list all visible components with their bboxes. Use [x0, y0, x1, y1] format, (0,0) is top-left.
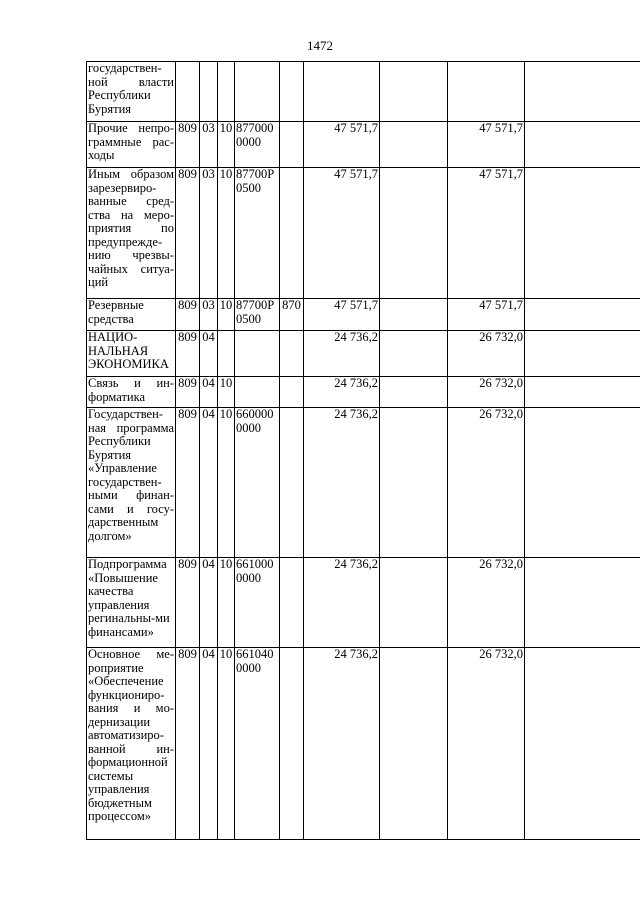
row-gr: [176, 62, 200, 122]
row-rz: [200, 62, 218, 122]
table-row: [87, 62, 640, 122]
row-name: НАЦИО-НАЛЬНАЯ ЭКОНОМИКА: [87, 331, 176, 377]
row-sum-3: 26 732,0: [448, 648, 525, 840]
row-sum-2: [380, 299, 448, 331]
row-sum-1: 47 571,7: [304, 168, 380, 299]
row-pr: 10: [218, 558, 235, 648]
table-row: [87, 299, 640, 331]
row-pr: 10: [218, 122, 235, 168]
row-csr: 661040 0000: [235, 648, 280, 840]
table-row: [87, 168, 640, 299]
row-vr: [280, 558, 304, 648]
row-sum-1: 47 571,7: [304, 122, 380, 168]
row-rz: 03: [200, 122, 218, 168]
row-csr: [235, 62, 280, 122]
row-sum-2: [380, 122, 448, 168]
row-extra: [525, 168, 640, 299]
row-csr: 87700Р 0500: [235, 168, 280, 299]
row-csr: 660000 0000: [235, 408, 280, 558]
row-rz: 04: [200, 648, 218, 840]
row-name: Основное ме-роприятие «Обеспечение функциониро-вания и мо-дернизации автоматизиро-ванной ин-формационной системы управления бюджетным процессом»: [87, 648, 176, 840]
row-vr: [280, 122, 304, 168]
table-row: [87, 648, 640, 840]
row-name: Подпрограмма «Повышение качества управления регинальны-ми финансами»: [87, 558, 176, 648]
row-extra: [525, 648, 640, 840]
budget-table: [86, 61, 640, 840]
table-row: [87, 331, 640, 377]
row-sum-1: 24 736,2: [304, 408, 380, 558]
row-sum-3: 47 571,7: [448, 122, 525, 168]
row-extra: [525, 62, 640, 122]
row-csr: 87700Р 0500: [235, 299, 280, 331]
row-vr: [280, 377, 304, 408]
row-extra: [525, 122, 640, 168]
row-pr: 10: [218, 299, 235, 331]
row-vr: [280, 408, 304, 558]
row-pr: 10: [218, 408, 235, 558]
row-name: Прочие непро-граммные рас-ходы: [87, 122, 176, 168]
row-sum-2: [380, 648, 448, 840]
row-sum-1: 24 736,2: [304, 648, 380, 840]
table-row: [87, 122, 640, 168]
row-sum-1: 24 736,2: [304, 331, 380, 377]
row-rz: 04: [200, 408, 218, 558]
row-sum-1: 24 736,2: [304, 377, 380, 408]
row-sum-2: [380, 168, 448, 299]
row-pr: [218, 62, 235, 122]
row-sum-2: [380, 377, 448, 408]
row-sum-3: 26 732,0: [448, 377, 525, 408]
row-vr: 870: [280, 299, 304, 331]
row-rz: 04: [200, 377, 218, 408]
row-sum-2: [380, 62, 448, 122]
row-extra: [525, 377, 640, 408]
row-sum-1: 47 571,7: [304, 299, 380, 331]
table-row: [87, 558, 640, 648]
table-row: [87, 408, 640, 558]
row-pr: 10: [218, 377, 235, 408]
row-gr: 809: [176, 377, 200, 408]
row-gr: 809: [176, 558, 200, 648]
row-pr: [218, 331, 235, 377]
table-body: [87, 62, 640, 840]
row-vr: [280, 331, 304, 377]
row-sum-3: [448, 62, 525, 122]
row-gr: 809: [176, 299, 200, 331]
row-extra: [525, 408, 640, 558]
row-rz: 03: [200, 168, 218, 299]
row-sum-2: [380, 408, 448, 558]
row-name: Резервные средства: [87, 299, 176, 331]
row-vr: [280, 648, 304, 840]
row-sum-3: 47 571,7: [448, 168, 525, 299]
row-csr: [235, 377, 280, 408]
row-name: государствен-ной власти Республики Бурятия: [87, 62, 176, 122]
row-sum-1: 24 736,2: [304, 558, 380, 648]
row-rz: 03: [200, 299, 218, 331]
row-extra: [525, 331, 640, 377]
row-gr: 809: [176, 122, 200, 168]
row-name: Связь и ин-форматика: [87, 377, 176, 408]
table-row: [87, 377, 640, 408]
row-gr: 809: [176, 648, 200, 840]
row-extra: [525, 299, 640, 331]
row-csr: [235, 331, 280, 377]
row-extra: [525, 558, 640, 648]
page-number: 1472: [307, 38, 333, 53]
row-gr: 809: [176, 331, 200, 377]
row-sum-3: 26 732,0: [448, 408, 525, 558]
row-vr: [280, 62, 304, 122]
row-sum-1: [304, 62, 380, 122]
row-gr: 809: [176, 168, 200, 299]
row-sum-3: 26 732,0: [448, 331, 525, 377]
row-pr: 10: [218, 648, 235, 840]
row-sum-3: 26 732,0: [448, 558, 525, 648]
row-gr: 809: [176, 408, 200, 558]
row-vr: [280, 168, 304, 299]
row-name: Иным образом зарезервиро-ванные сред-ства на меро-приятия по предупрежде-нию чрезвы-чайных ситуа-ций: [87, 168, 176, 299]
row-rz: 04: [200, 331, 218, 377]
row-csr: 661000 0000: [235, 558, 280, 648]
row-pr: 10: [218, 168, 235, 299]
row-csr: 877000 0000: [235, 122, 280, 168]
row-sum-2: [380, 331, 448, 377]
row-sum-3: 47 571,7: [448, 299, 525, 331]
row-rz: 04: [200, 558, 218, 648]
row-sum-2: [380, 558, 448, 648]
row-name: Государствен-ная программа Республики Бурятия «Управление государствен-ными финан-сами и госу-дарственным долгом»: [87, 408, 176, 558]
